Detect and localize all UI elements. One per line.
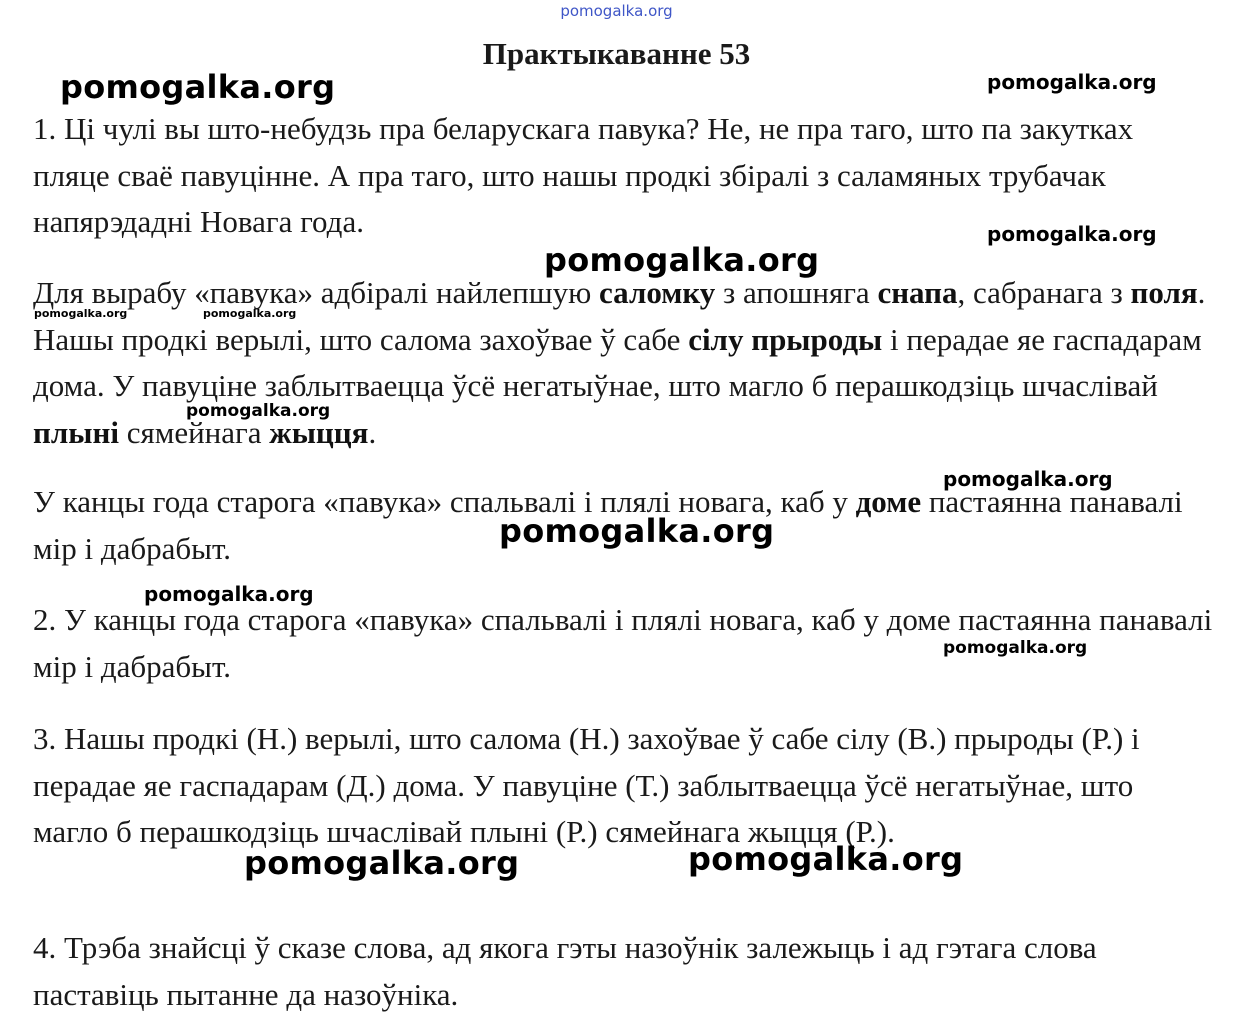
paragraph-3-text: пастаянна панавалі мір і дабрабыт. xyxy=(33,484,1183,566)
paragraph-2-text: Для вырабу «павука» адбіралі найлепшую xyxy=(33,275,600,310)
watermark: pomogalka.org xyxy=(186,401,331,421)
watermark: pomogalka.org xyxy=(34,307,128,320)
watermark: pomogalka.org xyxy=(688,840,964,878)
page-title: Практыкаванне 53 xyxy=(482,36,751,71)
paragraph-2-text: сямейнага xyxy=(118,414,270,450)
paragraph-2-text: . xyxy=(368,414,377,450)
watermark: pomogalka.org xyxy=(144,582,314,606)
answer-4 xyxy=(33,925,1213,1018)
paragraph-2-text: . Нашы продкі верылі, што салома захоўвае ў сабе xyxy=(33,275,1206,357)
keyword-plyni: плыні xyxy=(33,414,119,450)
watermark: pomogalka.org xyxy=(203,307,297,320)
keyword-polya: поля xyxy=(1130,275,1198,310)
paragraph-1-text: 1. Ці чулі вы што-небудзь пра беларускага павука? Не, не пра таго, што па закутках пляце сваё павуціннe. А пра таго, што нашы продкі збіралі з саламяных трубачак напярэдадні Новага года. xyxy=(33,111,1134,239)
keyword-dome: доме xyxy=(855,484,922,519)
watermark: pomogalka.org xyxy=(544,241,820,279)
answer-3 xyxy=(33,716,1213,856)
watermark: pomogalka.org xyxy=(943,467,1113,491)
keyword-zhyccya: жыцця xyxy=(269,414,369,450)
paragraph-2-text: і перадае яе гаспадарам дома. У павуціне заблытваецца ўсё негатыўнае, што магло б перашкодзіць шчаслівай xyxy=(33,321,1202,403)
watermark: pomogalka.org xyxy=(60,68,336,106)
paragraph-2-text: , сабранага з xyxy=(957,275,1131,310)
watermark: pomogalka.org xyxy=(943,638,1088,658)
paragraph-2-text: з апошняга xyxy=(715,275,878,310)
watermark: pomogalka.org xyxy=(499,512,775,550)
watermark: pomogalka.org xyxy=(987,222,1157,246)
paragraph-2 xyxy=(33,270,1213,456)
answer-3-text: 3. Нашы продкі (Н.) верылі, што салома (Н.) захоўвае ў сабе сілу (В.) прыроды (Р.) і перадае яе гаспадарам (Д.) дома. У павуціне (Т.) заблытваецца ўсё негатыўнае, што магло б перашкодзіць шчаслівай плыні (Р.) сямейнага жыцця (Р.). xyxy=(33,721,1140,849)
keyword-snapa: снапа xyxy=(877,275,958,310)
site-link[interactable]: pomogalka.org xyxy=(560,2,673,20)
keyword-salomku: саломку xyxy=(599,275,716,310)
keyword-silu-pryrody: сілу прыроды xyxy=(688,321,883,357)
watermark: pomogalka.org xyxy=(987,70,1157,94)
watermark: pomogalka.org xyxy=(244,844,520,882)
answer-4-text: 4. Трэба знайсці ў сказе слова, ад якога гэты назоўнік залежыць і ад гэтага слова паставіць пытанне да назоўніка. xyxy=(33,930,1097,1012)
answer-2-text: 2. У канцы года старога «павука» спальвалі і плялі новага, каб у доме пастаянна панавалі мір і дабрабыт. xyxy=(33,602,1213,684)
paragraph-3-text: У канцы года старога «павука» спальвалі і плялі новага, каб у xyxy=(33,484,856,519)
